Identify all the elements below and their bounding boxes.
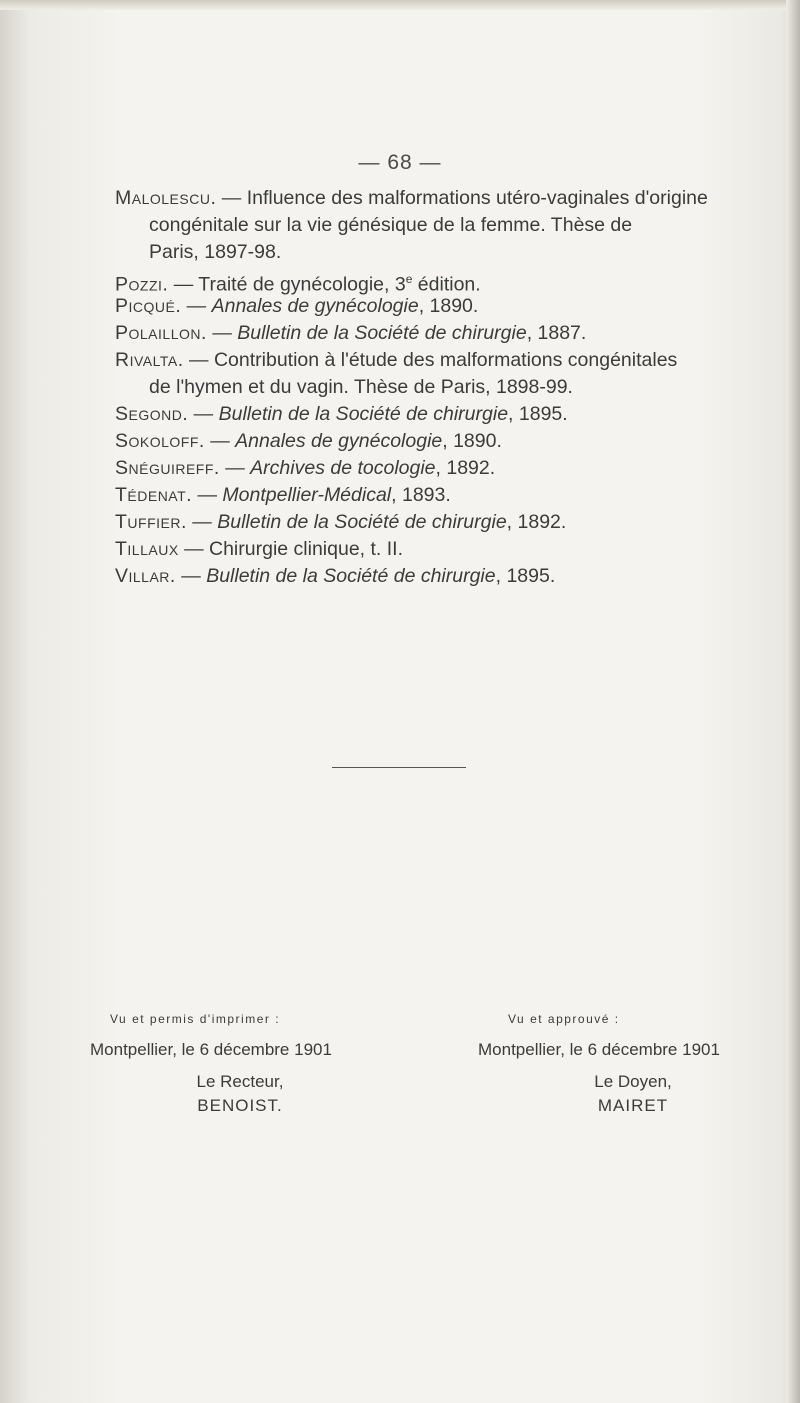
reference-entry	[115, 320, 775, 347]
imprimatur-place-date: Montpellier, le 6 décembre 1901	[90, 1040, 332, 1059]
reference-text: — Contribution à l'étude des malformations congénitales	[183, 349, 678, 371]
reference-separator: —	[219, 457, 251, 479]
reference-separator: —	[186, 511, 218, 533]
imprimatur-role: Le Recteur,	[196, 1072, 284, 1091]
reference-text: — Influence des malformations utéro-vaginales d'origine	[216, 187, 708, 209]
reference-entry	[115, 428, 775, 455]
reference-entry	[115, 455, 775, 482]
imprimatur-heading: Vu et approuvé :	[508, 1012, 620, 1026]
reference-entry	[115, 185, 775, 266]
reference-separator: —	[188, 403, 219, 425]
reference-title: Montpellier-Médical	[222, 484, 392, 506]
reference-text-after: , 1895.	[508, 403, 568, 425]
reference-entry	[115, 536, 775, 563]
reference-author: Segond.	[115, 403, 189, 425]
reference-title: Annales de gynécologie	[235, 430, 443, 452]
reference-text-continued: congénitale sur la vie génésique de la femme. Thèse de	[149, 214, 633, 236]
reference-entry	[115, 347, 775, 401]
reference-author: Tédenat.	[115, 484, 193, 506]
reference-title: Archives de tocologie	[250, 457, 436, 479]
reference-separator: —	[175, 565, 207, 587]
reference-text-after: , 1890.	[418, 295, 479, 317]
reference-title: Bulletin de la Société de chirurgie	[206, 565, 496, 587]
reference-separator: —	[181, 295, 212, 317]
reference-author: Picqué.	[115, 295, 182, 317]
reference-separator: —	[204, 430, 236, 452]
reference-author: Malolescu.	[115, 187, 217, 209]
reference-title: Bulletin de la Société de chirurgie	[217, 511, 507, 533]
page-right-edge	[786, 0, 800, 1403]
reference-author: Villar.	[115, 565, 176, 587]
reference-text-after: , 1892.	[435, 457, 496, 479]
reference-superscript: e	[405, 272, 413, 286]
imprimatur-left	[90, 1012, 390, 1116]
imprimatur-place-date: Montpellier, le 6 décembre 1901	[478, 1040, 720, 1059]
reference-title: Annales de gynécologie	[211, 295, 419, 317]
imprimatur-role: Le Doyen,	[594, 1072, 672, 1091]
imprimatur-signatory: MAIRET	[597, 1096, 669, 1115]
reference-author: Polaillon.	[115, 322, 207, 344]
reference-text-after: , 1887.	[526, 322, 587, 344]
imprimatur-signatory: BENOIST.	[197, 1096, 283, 1115]
reference-title: Bulletin de la Société de chirurgie	[218, 403, 509, 425]
reference-text-after: , 1893.	[391, 484, 451, 506]
reference-text-after: , 1890.	[442, 430, 502, 452]
reference-author: Pozzi.	[115, 273, 169, 296]
reference-separator: —	[192, 484, 223, 506]
page-number: — 68 —	[358, 151, 442, 174]
reference-text-after: , 1895.	[495, 565, 556, 587]
reference-text-after: , 1892.	[506, 511, 567, 533]
reference-author: Tuffier.	[115, 511, 187, 533]
reference-author: Sokoloff.	[115, 430, 205, 452]
reference-entry	[115, 401, 775, 428]
reference-entry	[115, 563, 775, 590]
reference-text-continued: de l'hymen et du vagin. Thèse de Paris, 1898-99.	[149, 376, 573, 398]
reference-author: Snéguireff.	[115, 457, 220, 479]
reference-text: — Traité de gynécologie, 3	[168, 273, 406, 296]
reference-text: — Chirurgie clinique, t. II.	[178, 538, 404, 560]
reference-entry	[115, 293, 775, 320]
reference-author: Tillaux	[115, 538, 179, 560]
imprimatur-heading: Vu et permis d'imprimer :	[110, 1012, 281, 1026]
reference-author: Rivalta.	[115, 349, 184, 371]
reference-text-after: édition.	[412, 273, 481, 296]
reference-text-continued: Paris, 1897-98.	[149, 241, 282, 263]
section-divider	[332, 767, 466, 768]
reference-entry	[115, 509, 775, 536]
reference-separator: —	[206, 322, 238, 344]
reference-entry	[115, 482, 775, 509]
page-top-edge	[0, 0, 800, 10]
reference-title: Bulletin de la Société de chirurgie	[237, 322, 527, 344]
imprimatur-right	[478, 1012, 788, 1116]
